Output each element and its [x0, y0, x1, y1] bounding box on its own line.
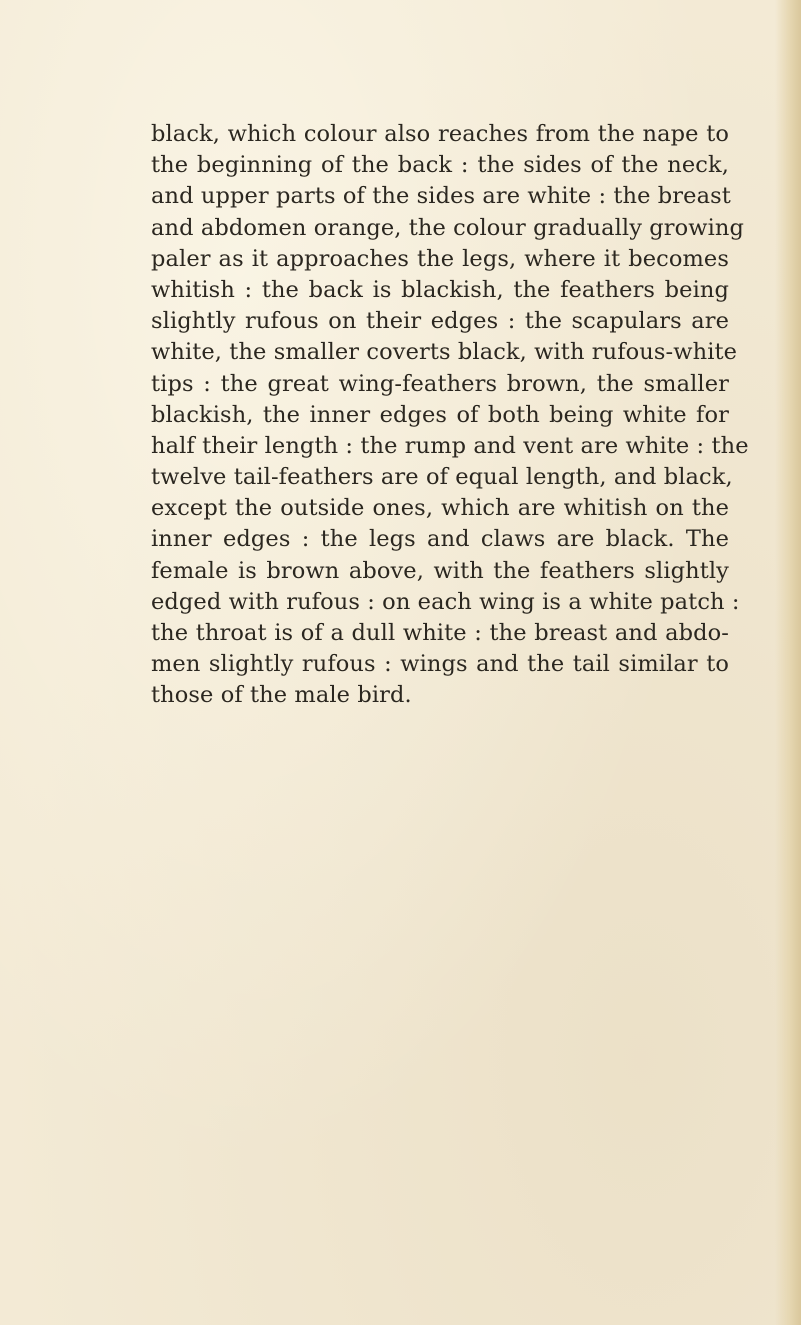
page-edge	[775, 0, 801, 1325]
text-line: those of the male bird.	[151, 682, 412, 709]
text-line: female is brown above, with the feathers slightly	[151, 557, 729, 584]
text-line: except the outside ones, which are whitish on the	[151, 495, 729, 522]
text-line: black, which colour also reaches from the nape to	[151, 121, 729, 147]
text-line: the throat is of a dull white : the breast and abdo-	[151, 620, 729, 646]
text-line: white, the smaller coverts black, with rufous-white	[151, 339, 738, 366]
body-paragraph	[151, 119, 749, 712]
text-line: half their length : the rump and vent are white : the	[151, 432, 749, 459]
text-line: blackish, the inner edges of both being white for	[151, 401, 729, 428]
text-line: inner edges : the legs and claws are black. The	[151, 526, 729, 553]
text-line: and abdomen orange, the colour gradually growing	[151, 214, 745, 241]
text-line: the beginning of the back : the sides of the neck,	[151, 152, 729, 179]
text-line: and upper parts of the sides are white : the breast	[151, 183, 731, 210]
text-line: whitish : the back is blackish, the feathers being	[151, 276, 729, 303]
text-line: edged with rufous : on each wing is a white patch :	[151, 588, 740, 615]
text-line: men slightly rufous : wings and the tail similar to	[151, 651, 729, 678]
text-line: tips : the great wing-feathers brown, the smaller	[151, 370, 729, 397]
text-line: paler as it approaches the legs, where it becomes	[151, 245, 729, 272]
text-line: slightly rufous on their edges : the scapulars are	[151, 308, 729, 335]
text-line: twelve tail-feathers are of equal length, and black,	[151, 464, 733, 491]
